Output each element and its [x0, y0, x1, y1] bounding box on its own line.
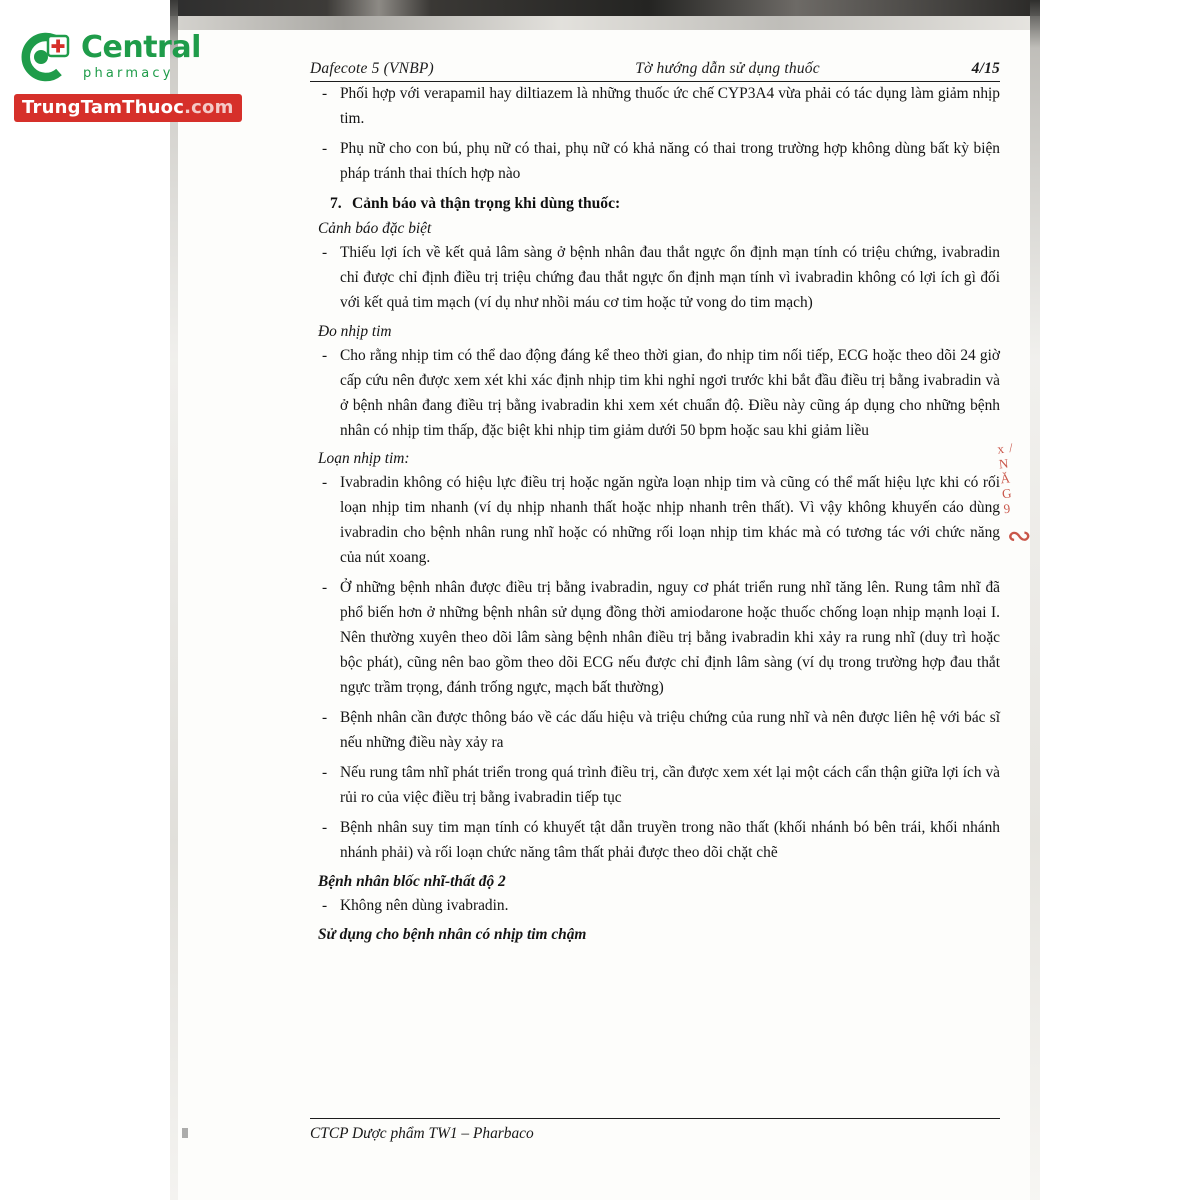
logo-brand: Central: [81, 30, 201, 65]
logo-row: [14, 28, 228, 86]
subsection-title-special-warnings: Cảnh báo đặc biệt: [318, 219, 432, 237]
header-page-number: 4/15: [971, 60, 1000, 77]
subsection-title-bradycardia: Sử dụng cho bệnh nhân có nhịp tim chậm: [318, 925, 587, 943]
subsection-title-av-block: Bệnh nhân blốc nhĩ-thất độ 2: [318, 872, 506, 890]
website-badge: [14, 94, 242, 122]
list-item: - Nếu rung tâm nhĩ phát triển trong quá trình điều trị, cần được xem xét lại một cách cẩn thận giữa lợi ích và rủi ro của việc điều trị bằng ivabradin tiếp tục: [310, 761, 1000, 811]
stamp-line-3: Ă: [999, 470, 1012, 487]
subsection-title-heart-rate: Đo nhịp tim: [318, 322, 392, 340]
footer-company: CTCP Dược phẩm TW1 – Pharbaco: [310, 1125, 534, 1142]
intro-bullet-list: [310, 82, 1000, 187]
footer-rule: [310, 1118, 1000, 1119]
subsection-title-arrhythmia: Loạn nhịp tim:: [318, 450, 410, 468]
av-block-list: [310, 894, 1000, 919]
header-title: Tờ hướng dẫn sử dụng thuốc: [635, 60, 820, 77]
list-item: - Phối hợp với verapamil hay diltiazem là những thuốc ức chế CYP3A4 vừa phải có tác dụng làm giảm nhịp tim.: [310, 82, 1000, 132]
header-product-name: Dafecote 5 (VNBP): [310, 60, 434, 77]
logo-subtitle: pharmacy: [83, 66, 174, 81]
document-body: [310, 60, 1000, 947]
list-item: - Phụ nữ cho con bú, phụ nữ có thai, phụ nữ có khả năng có thai trong trường hợp không dùng bất kỳ biện pháp tránh thai thích hợp nào: [310, 137, 1000, 187]
list-item: - Bệnh nhân suy tim mạn tính có khuyết tật dẫn truyền trong não thất (khối nhánh bó bên trái, khối nhánh nhánh phải) và rối loạn chức năng tâm thất phải được theo dõi chặt chẽ: [310, 816, 1000, 866]
stamp-line-4: G: [1001, 485, 1014, 502]
list-item: - Không nên dùng ivabradin.: [310, 894, 1000, 919]
central-pharmacy-logo-icon: [14, 28, 72, 86]
arrhythmia-list: [310, 471, 1000, 865]
stamp-line-1: x /: [996, 439, 1015, 457]
scan-artifact-speck: [182, 1128, 188, 1138]
list-item: - Ivabradin không có hiệu lực điều trị hoặc ngăn ngừa loạn nhịp tim và cũng có thể mất hiệu lực khi có rối loạn nhịp tim nhanh (ví dụ nhịp nhanh thất hoặc nhịp nhanh trên thất). Vì vậy không khuyến cáo dùng ivabradin cho bệnh nhân rung nhĩ hoặc có những rối loạn nhịp tim khác mà có tương tác với chức năng của nút xoang.: [310, 471, 1000, 571]
watermark-logo: [14, 28, 234, 122]
website-suffix: .com: [184, 97, 234, 118]
list-item: - Thiếu lợi ích về kết quả lâm sàng ở bệnh nhân đau thắt ngực ổn định mạn tính có triệu chứng, ivabradin chỉ được chỉ định điều trị triệu chứng đau thắt ngực ổn định mạn tính vì ivabradin không có lợi ích gì đối với kết quả tim mạch (ví dụ như nhồi máu cơ tim hoặc tử vong do tim mạch): [310, 241, 1000, 316]
scan-top-edge-bar: [170, 0, 1040, 16]
heart-rate-list: [310, 344, 1000, 444]
section-heading: [310, 195, 1000, 213]
logo-text: [81, 30, 201, 81]
stamp-line-2: N: [998, 455, 1011, 472]
list-item: - Ở những bệnh nhân được điều trị bằng ivabradin, nguy cơ phát triển rung nhĩ tăng lên. Rung tâm nhĩ đã phổ biến hơn ở những bệnh nhân sử dụng đồng thời amiodarone hoặc thuốc chống loạn nhịp mạnh loại I. Nên thường xuyên theo dõi lâm sàng bệnh nhân điều trị bằng ivabradin khi xảy ra rung nhĩ (duy trì hoặc bộc phát), cũng nên bao gồm theo dõi ECG nếu được chỉ định lâm sàng (ví dụ trong trường hợp đau thắt ngực trầm trọng, đánh trống ngực, mạch bất thường): [310, 576, 1000, 701]
section-number: 7.: [330, 194, 342, 212]
scanned-page: [170, 0, 1040, 1200]
section-title: Cảnh báo và thận trọng khi dùng thuốc:: [352, 194, 621, 212]
scan-top-edge-bar-secondary: [170, 16, 1040, 30]
special-warnings-list: [310, 241, 1000, 316]
page-footer: [310, 1118, 1000, 1143]
list-item: - Cho rằng nhịp tim có thể dao động đáng kể theo thời gian, đo nhịp tim nối tiếp, ECG hoặc theo dõi 24 giờ cấp cứu nên được xem xét khi xác định nhịp tim khi nghỉ ngơi trước khi bắt đầu điều trị bằng ivabradin và ở bệnh nhân đang điều trị bằng ivabradin khi xem xét chuẩn độ. Điều này cũng áp dụng cho những bệnh nhân có nhịp tim thấp, đặc biệt khi nhịp tim giảm dưới 50 bpm hoặc sau khi giảm liều: [310, 344, 1000, 444]
stamp-line-5: 9: [1002, 500, 1012, 516]
stamp-signature-swirl: ∾: [1006, 519, 1033, 553]
scan-left-edge: [170, 0, 178, 1200]
page-header: [310, 60, 1000, 78]
list-item: - Bệnh nhân cần được thông báo về các dấu hiệu và triệu chứng của rung nhĩ và nên được liên hệ với bác sĩ nếu những điều này xảy ra: [310, 706, 1000, 756]
website-name: TrungTamThuoc: [22, 97, 185, 118]
